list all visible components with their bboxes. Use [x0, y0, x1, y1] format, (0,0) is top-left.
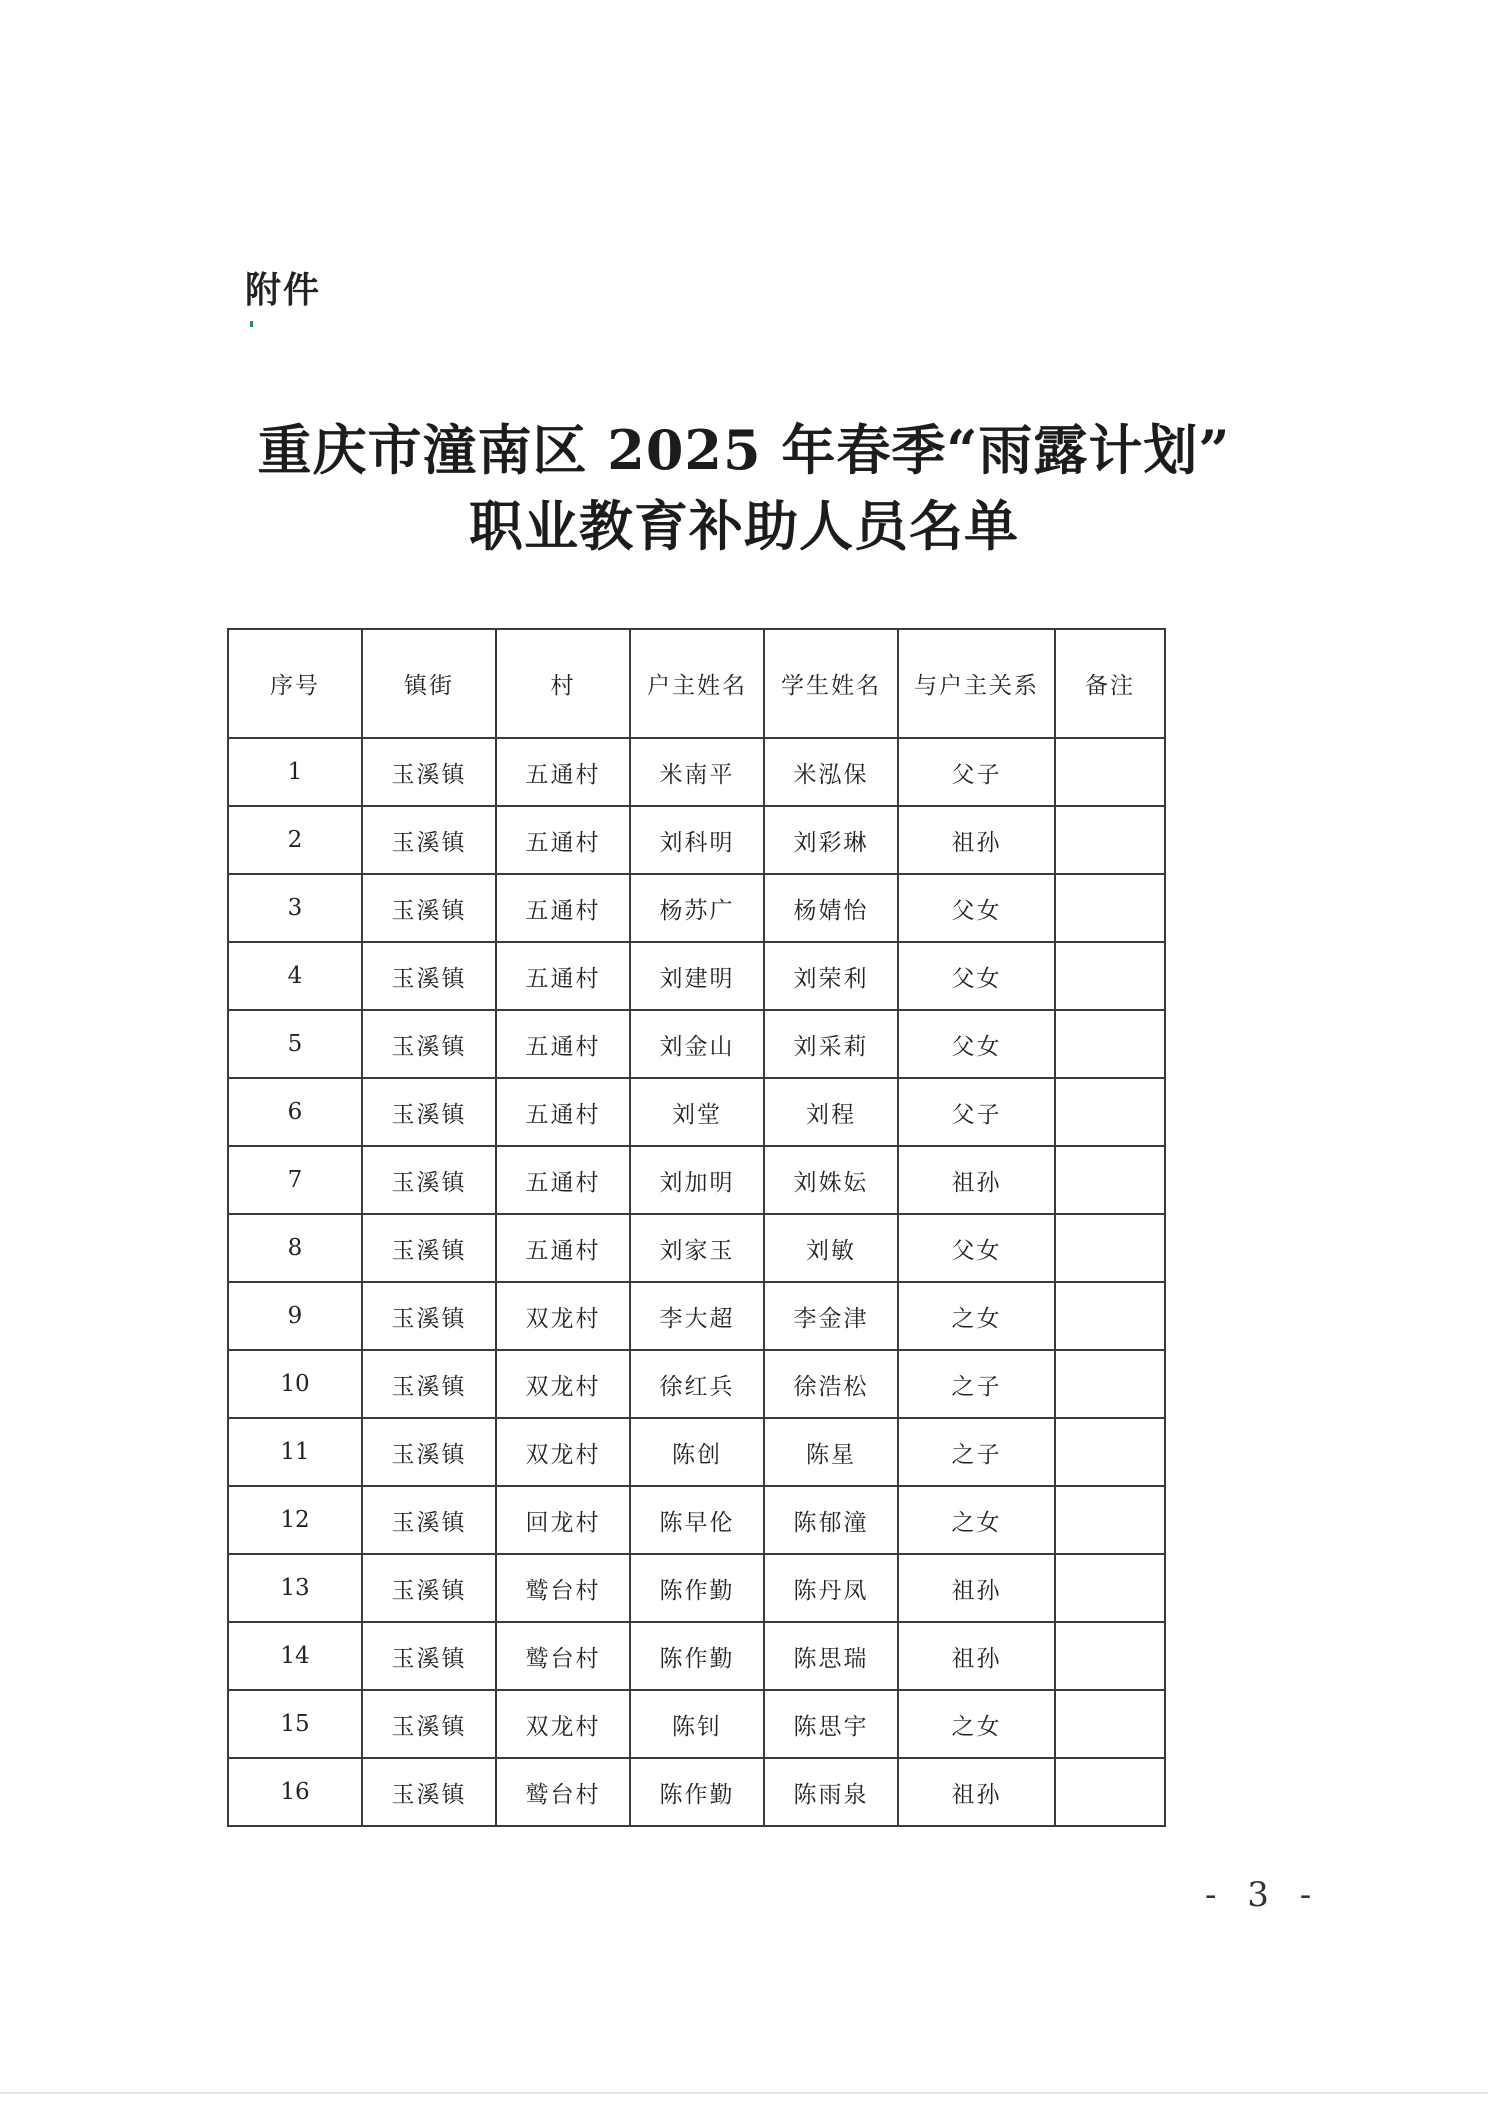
cell-remarks [1055, 1486, 1165, 1554]
cell-index: 6 [228, 1078, 362, 1146]
cell-student-name: 陈郁潼 [764, 1486, 898, 1554]
table-row [228, 1690, 1165, 1758]
cell-relationship: 父子 [898, 738, 1055, 806]
cell-student-name: 李金津 [764, 1282, 898, 1350]
subsidy-roster-table [227, 628, 1166, 1827]
cell-householder-name: 陈创 [630, 1418, 764, 1486]
cell-student-name: 刘程 [764, 1078, 898, 1146]
cell-remarks [1055, 1350, 1165, 1418]
cell-student-name: 刘荣利 [764, 942, 898, 1010]
cell-householder-name: 陈作勤 [630, 1758, 764, 1826]
cell-village: 双龙村 [496, 1690, 630, 1758]
cell-village: 鹫台村 [496, 1758, 630, 1826]
cell-town: 玉溪镇 [362, 1486, 496, 1554]
cell-relationship: 祖孙 [898, 1622, 1055, 1690]
cell-remarks [1055, 1078, 1165, 1146]
cell-student-name: 陈思瑞 [764, 1622, 898, 1690]
cell-remarks [1055, 1010, 1165, 1078]
cell-village: 双龙村 [496, 1350, 630, 1418]
cell-student-name: 陈丹凤 [764, 1554, 898, 1622]
cell-relationship: 父女 [898, 1214, 1055, 1282]
cell-remarks [1055, 1690, 1165, 1758]
cell-student-name: 米泓保 [764, 738, 898, 806]
table-row [228, 942, 1165, 1010]
cell-index: 4 [228, 942, 362, 1010]
scan-edge-line [0, 2092, 1488, 2094]
page-number: - 3 - [1205, 1875, 1322, 1915]
cell-town: 玉溪镇 [362, 1758, 496, 1826]
table-row [228, 1146, 1165, 1214]
cell-index: 8 [228, 1214, 362, 1282]
table-row [228, 874, 1165, 942]
cell-town: 玉溪镇 [362, 738, 496, 806]
cell-index: 11 [228, 1418, 362, 1486]
cell-relationship: 之子 [898, 1418, 1055, 1486]
header-remarks: 备注 [1055, 629, 1165, 738]
cell-town: 玉溪镇 [362, 806, 496, 874]
cell-village: 五通村 [496, 1146, 630, 1214]
header-village: 村 [496, 629, 630, 738]
cell-village: 双龙村 [496, 1282, 630, 1350]
cell-town: 玉溪镇 [362, 1554, 496, 1622]
cell-householder-name: 刘堂 [630, 1078, 764, 1146]
cell-village: 五通村 [496, 1214, 630, 1282]
header-index: 序号 [228, 629, 362, 738]
cell-remarks [1055, 1146, 1165, 1214]
cell-remarks [1055, 874, 1165, 942]
cell-village: 双龙村 [496, 1418, 630, 1486]
cell-town: 玉溪镇 [362, 1078, 496, 1146]
cell-relationship: 之女 [898, 1282, 1055, 1350]
table-body [228, 738, 1165, 1826]
attachment-label: 附件 [245, 270, 322, 311]
cell-index: 12 [228, 1486, 362, 1554]
cell-town: 玉溪镇 [362, 1146, 496, 1214]
cell-householder-name: 陈钊 [630, 1690, 764, 1758]
cell-village: 鹫台村 [496, 1622, 630, 1690]
cell-village: 五通村 [496, 738, 630, 806]
table-row [228, 1554, 1165, 1622]
cell-index: 2 [228, 806, 362, 874]
cell-town: 玉溪镇 [362, 1010, 496, 1078]
cell-remarks [1055, 1214, 1165, 1282]
cell-student-name: 陈雨泉 [764, 1758, 898, 1826]
cell-remarks [1055, 806, 1165, 874]
header-town: 镇街 [362, 629, 496, 738]
cell-remarks [1055, 1418, 1165, 1486]
table-row [228, 1350, 1165, 1418]
cell-relationship: 之子 [898, 1350, 1055, 1418]
cell-index: 7 [228, 1146, 362, 1214]
cell-relationship: 父女 [898, 1010, 1055, 1078]
cell-householder-name: 刘建明 [630, 942, 764, 1010]
cell-remarks [1055, 942, 1165, 1010]
cell-town: 玉溪镇 [362, 1350, 496, 1418]
cell-town: 玉溪镇 [362, 1418, 496, 1486]
cell-householder-name: 刘家玉 [630, 1214, 764, 1282]
table-row [228, 1078, 1165, 1146]
header-householder-name: 户主姓名 [630, 629, 764, 738]
table-row [228, 1010, 1165, 1078]
cell-town: 玉溪镇 [362, 942, 496, 1010]
cell-index: 9 [228, 1282, 362, 1350]
cell-index: 1 [228, 738, 362, 806]
cell-village: 五通村 [496, 1078, 630, 1146]
cell-remarks [1055, 1622, 1165, 1690]
table-row [228, 806, 1165, 874]
table-row [228, 1758, 1165, 1826]
table-row [228, 1622, 1165, 1690]
cell-student-name: 刘彩琳 [764, 806, 898, 874]
cell-householder-name: 米南平 [630, 738, 764, 806]
table-row [228, 1214, 1165, 1282]
cell-village: 五通村 [496, 942, 630, 1010]
cell-relationship: 之女 [898, 1690, 1055, 1758]
cell-village: 五通村 [496, 1010, 630, 1078]
cell-householder-name: 杨苏广 [630, 874, 764, 942]
cell-index: 10 [228, 1350, 362, 1418]
cell-householder-name: 陈早伦 [630, 1486, 764, 1554]
cell-student-name: 刘敏 [764, 1214, 898, 1282]
document-title-line-2: 职业教育补助人员名单 [469, 494, 1019, 558]
cell-remarks [1055, 738, 1165, 806]
cell-householder-name: 刘加明 [630, 1146, 764, 1214]
table-row [228, 1486, 1165, 1554]
cell-relationship: 祖孙 [898, 1146, 1055, 1214]
cell-householder-name: 刘金山 [630, 1010, 764, 1078]
cell-village: 五通村 [496, 806, 630, 874]
cell-student-name: 徐浩松 [764, 1350, 898, 1418]
cell-relationship: 祖孙 [898, 1758, 1055, 1826]
table-row [228, 738, 1165, 806]
cell-remarks [1055, 1554, 1165, 1622]
header-student-name: 学生姓名 [764, 629, 898, 738]
cell-town: 玉溪镇 [362, 1622, 496, 1690]
cell-index: 13 [228, 1554, 362, 1622]
cell-village: 鹫台村 [496, 1554, 630, 1622]
cell-student-name: 杨婧怡 [764, 874, 898, 942]
cell-index: 14 [228, 1622, 362, 1690]
cell-householder-name: 陈作勤 [630, 1554, 764, 1622]
cell-student-name: 刘采莉 [764, 1010, 898, 1078]
cell-student-name: 陈思宇 [764, 1690, 898, 1758]
table-header-row [228, 629, 1165, 738]
cell-index: 5 [228, 1010, 362, 1078]
cell-index: 3 [228, 874, 362, 942]
table-row [228, 1418, 1165, 1486]
cell-town: 玉溪镇 [362, 1214, 496, 1282]
cell-relationship: 之女 [898, 1486, 1055, 1554]
cell-householder-name: 刘科明 [630, 806, 764, 874]
cell-householder-name: 李大超 [630, 1282, 764, 1350]
cell-householder-name: 徐红兵 [630, 1350, 764, 1418]
cell-town: 玉溪镇 [362, 1282, 496, 1350]
cell-index: 16 [228, 1758, 362, 1826]
cell-relationship: 祖孙 [898, 806, 1055, 874]
cell-relationship: 父女 [898, 874, 1055, 942]
cell-index: 15 [228, 1690, 362, 1758]
cell-householder-name: 陈作勤 [630, 1622, 764, 1690]
cell-student-name: 刘姝妘 [764, 1146, 898, 1214]
cell-remarks [1055, 1282, 1165, 1350]
cell-relationship: 父女 [898, 942, 1055, 1010]
cell-relationship: 祖孙 [898, 1554, 1055, 1622]
attachment-mark [250, 321, 253, 327]
cell-village: 回龙村 [496, 1486, 630, 1554]
cell-student-name: 陈星 [764, 1418, 898, 1486]
cell-town: 玉溪镇 [362, 874, 496, 942]
header-relationship: 与户主关系 [898, 629, 1055, 738]
cell-relationship: 父子 [898, 1078, 1055, 1146]
cell-remarks [1055, 1758, 1165, 1826]
table-row [228, 1282, 1165, 1350]
document-title-line-1: 重庆市潼南区 2025 年春季“雨露计划” [257, 418, 1231, 482]
cell-village: 五通村 [496, 874, 630, 942]
cell-town: 玉溪镇 [362, 1690, 496, 1758]
